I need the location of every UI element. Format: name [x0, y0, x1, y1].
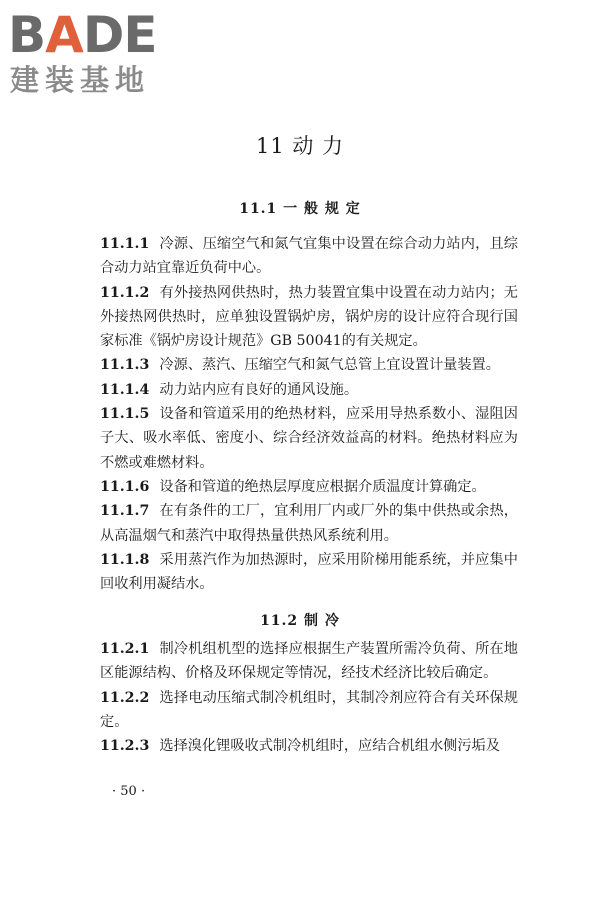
clause-11-2-1: 11.2.1 制冷机组机型的选择应根据生产装置所需冷负荷、所在地区能源结构、价格及环保规定等情况，经技术经济比较后确定。 — [100, 641, 518, 682]
section-title-11-2: 11.2 制 冷 — [260, 613, 340, 629]
clause-11-1-6: 11.1.6 设备和管道的绝热层厚度应根据介质温度计算确定。 — [100, 478, 486, 495]
logo-subtitle: 建装基地 — [10, 63, 151, 97]
clause-11-1-7: 11.1.7 在有条件的工厂，宜利用厂内或厂外的集中供热或余热，从高温烟气和蒸汽中取得热量供热风系统利用。 — [100, 503, 518, 544]
logo-wordmark: BADE — [8, 6, 157, 64]
section-11-1-body — [100, 232, 518, 596]
clause-11-1-4: 11.1.4 动力站内应有良好的通风设施。 — [100, 381, 359, 398]
clause-11-1-2: 11.1.2 有外接热网供热时，热力装置宜集中设置在动力站内；无外接热网供热时，应单独设置锅炉房，锅炉房的设计应符合现行国家标准《锅炉房设计规范》GB 50041的有关规定。 — [100, 284, 518, 350]
clause-11-1-8: 11.1.8 采用蒸汽作为加热源时，应采用阶梯用能系统，并应集中回收利用凝结水。 — [100, 551, 518, 593]
chapter-title: 11 动 力 — [255, 134, 345, 158]
section-title-11-1: 11.1 一 般 规 定 — [239, 201, 361, 217]
page-number: · 50 · — [112, 784, 146, 799]
clause-11-1-5: 11.1.5 设备和管道采用的绝热材料，应采用导热系数小、湿阻因子大、吸水率低、密度小、综合经济效益高的材料。绝热材料应为不燃或难燃材料。 — [100, 406, 518, 471]
clause-11-1-3: 11.1.3 冷源、蒸汽、压缩空气和氮气总管上宜设置计量装置。 — [100, 357, 500, 374]
clause-11-2-2: 11.2.2 选择电动压缩式制冷机组时，其制冷剂应符合有关环保规定。 — [100, 689, 518, 730]
clause-11-2-3: 11.2.3 选择溴化锂吸收式制冷机组时，应结合机组水侧污垢及 — [100, 738, 500, 755]
section-11-2-body — [100, 637, 518, 758]
clause-11-1-1: 11.1.1 冷源、压缩空气和氮气宜集中设置在综合动力站内，且综合动力站宜靠近负荷中心。 — [100, 236, 518, 277]
bade-logo — [8, 6, 178, 96]
